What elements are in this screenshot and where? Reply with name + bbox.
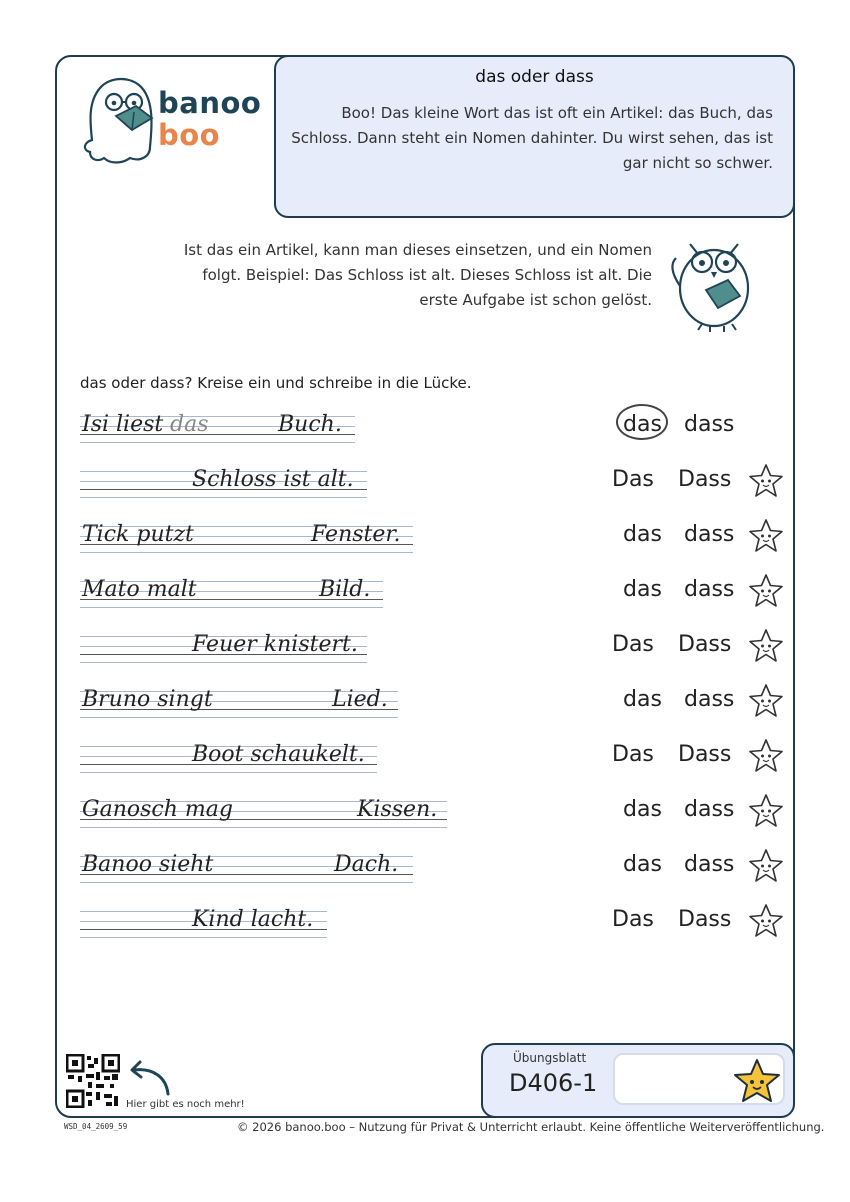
gold-star-icon <box>731 1057 783 1105</box>
exercise-row <box>0 687 850 737</box>
option-das[interactable]: Das <box>612 742 654 767</box>
option-das[interactable]: das <box>623 412 662 437</box>
sentence-start: Mato malt <box>82 577 197 602</box>
exercise-row <box>0 577 850 627</box>
sentence-end: Buch. <box>278 412 342 437</box>
exercise-row <box>0 412 850 462</box>
star-rating-icon[interactable] <box>748 463 784 499</box>
exercise-row <box>0 632 850 682</box>
option-dass[interactable]: dass <box>684 522 735 547</box>
copyright-text: © 2026 banoo.boo – Nutzung für Privat & Unterricht erlaubt. Keine öffentliche Weiterveröffentlichung. <box>237 1120 825 1134</box>
option-dass[interactable]: Dass <box>678 632 732 657</box>
star-rating-icon[interactable] <box>748 738 784 774</box>
star-rating-icon[interactable] <box>748 683 784 719</box>
option-das[interactable]: das <box>623 687 662 712</box>
worksheet-label: Übungsblatt <box>513 1051 587 1065</box>
star-rating-icon[interactable] <box>748 903 784 939</box>
sentence-end: Boot schaukelt. <box>192 742 365 767</box>
option-dass[interactable]: dass <box>684 577 735 602</box>
owl-mascot-icon <box>662 228 762 332</box>
sentence-start: Tick putzt <box>82 522 194 547</box>
intro-text: Boo! Das kleine Wort das ist oft ein Artikel: das Buch, das Schloss. Dann steht ein Nomen dahinter. Du wirst sehen, das ist gar nicht so schwer. <box>291 104 773 172</box>
option-das[interactable]: das <box>623 577 662 602</box>
sentence-end: Kind lacht. <box>192 907 314 932</box>
sentence-end: Lied. <box>332 687 388 712</box>
star-rating-icon[interactable] <box>748 518 784 554</box>
option-das[interactable]: Das <box>612 907 654 932</box>
sentence-end: Schloss ist alt. <box>192 467 354 492</box>
exercise-row <box>0 522 850 572</box>
star-rating-icon[interactable] <box>748 573 784 609</box>
more-link-text[interactable]: Hier gibt es noch mehr! <box>126 1099 245 1110</box>
option-das[interactable]: das <box>623 852 662 877</box>
sentence-start: Ganosch mag <box>82 797 233 822</box>
option-dass[interactable]: dass <box>684 797 735 822</box>
sentence-end: Fenster. <box>311 522 401 547</box>
filled-answer: das <box>170 412 209 437</box>
worksheet-internal-code: WSD_04_2609_59 <box>64 1122 128 1131</box>
exercise-row <box>0 797 850 847</box>
option-das[interactable]: das <box>623 797 662 822</box>
qr-code-icon[interactable] <box>66 1054 120 1108</box>
exercise-row <box>0 852 850 902</box>
star-rating-icon[interactable] <box>748 793 784 829</box>
worksheet-title: das oder dass <box>475 67 594 87</box>
option-dass[interactable]: Dass <box>678 742 732 767</box>
sentence-end: Kissen. <box>357 797 438 822</box>
option-das[interactable]: Das <box>612 632 654 657</box>
star-rating-icon[interactable] <box>748 628 784 664</box>
star-rating-icon[interactable] <box>748 848 784 884</box>
exercise-row <box>0 742 850 792</box>
option-dass[interactable]: dass <box>684 852 735 877</box>
sentence-end: Dach. <box>334 852 399 877</box>
task-instruction: das oder dass? Kreise ein und schreibe in die Lücke. <box>80 374 472 392</box>
intro-box <box>274 55 795 218</box>
sentence-end: Feuer knistert. <box>192 632 358 657</box>
curved-arrow-icon <box>124 1058 176 1098</box>
exercise-row <box>0 907 850 957</box>
exercise-row <box>0 467 850 517</box>
brand-name-bottom: boo <box>158 118 221 152</box>
option-dass[interactable]: Dass <box>678 907 732 932</box>
sentence-start: Banoo sieht <box>82 852 214 877</box>
option-das[interactable]: Das <box>612 467 654 492</box>
worksheet-id-box <box>481 1043 795 1118</box>
option-das[interactable]: das <box>623 522 662 547</box>
sentence-start: Isi liest <box>82 412 164 437</box>
brand-name-top: banoo <box>158 86 262 120</box>
worksheet-code: D406-1 <box>509 1069 598 1097</box>
option-dass[interactable]: dass <box>684 687 735 712</box>
option-dass[interactable]: dass <box>684 412 735 437</box>
sentence-start: Bruno singt <box>82 687 213 712</box>
sentence-end: Bild. <box>319 577 371 602</box>
option-dass[interactable]: Dass <box>678 467 732 492</box>
hint-text: Ist das ein Artikel, kann man dieses einsetzen, und ein Nomen folgt. Beispiel: Das Schloss ist alt. Dieses Schloss ist alt. Die erste Aufgabe ist schon gelöst. <box>183 241 652 309</box>
